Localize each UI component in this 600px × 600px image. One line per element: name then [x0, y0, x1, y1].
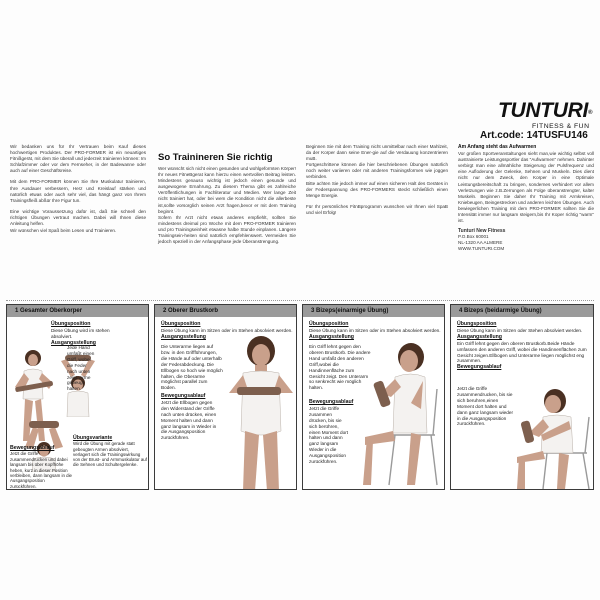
- setup-label: Ausgangsstellung: [161, 333, 206, 340]
- motion-block: [309, 399, 354, 465]
- position-text: Diese Übung kann im Sitzen oder Stehen absolviert werden.: [457, 327, 583, 333]
- setup-text: Ein Griff lehnt gegen den oberen Brustkorb. Die andere Hand umfaßt den anderen Griff,wobei die Handinnenfläche zum Gesicht zeigt. Den Unterarm so senkrecht wie möglich halten.: [309, 344, 371, 391]
- motion-text: Jetzt die Griffe zusammendrucken und dabei langsam bis über Kopfhöhe heben, kurz in dieser Position verbleiben, dann langsam in die Ausgangsposition zurückführen.: [10, 451, 72, 489]
- motion-text: Jetzt die Griffe zusammendrucken, bis sie sich beruhren,einen Moment dort halten und dann ganz langsam wieder in die Ausgangsposition zurückführen.: [457, 386, 514, 427]
- intro-paragraph: Eine wichtige Voraussetzung dafür ist, daß Sie schnell den richtigen Übungen vertraut machen. Dabei will Ihnen diese Anleitung helfen.: [10, 208, 146, 227]
- motion-text: Jetzt die Ellbogen gegen den Widerstand der Griffe nach unten drücken, einen Moment halten und dann ganz langsam in Wieder in die Ausgangsposition zurückführen.: [161, 399, 217, 441]
- exercise-photo-biceps-two-arm: [509, 387, 594, 490]
- motion-label: Bewegungsablauf: [10, 445, 55, 451]
- variant-label: Übungsvariante: [73, 435, 113, 441]
- setup-label: Ausgangsstellung: [309, 333, 354, 340]
- motion-label: Bewegungsablauf: [457, 364, 502, 371]
- company-city: NL-1320 AA ALMERE: [458, 240, 503, 246]
- brand-tagline: FITNESS & FUN: [532, 123, 590, 130]
- intro-paragraph: Wir wünschen viel Spaß beim Lesen und Trainieren.: [10, 228, 117, 234]
- setup-label: Ausgangsstellung: [457, 333, 502, 340]
- training-column: [158, 152, 296, 250]
- section-divider: [6, 300, 594, 301]
- position-label: Übungsposition: [51, 321, 91, 327]
- warmup-paragraph: Vor großen Sportveranstaltungen sieht man,wie wichtig selbst voll austrainierte Leistungssportler das "Aufwarmen" nehmen. Dahinter verbirgt man eine allmähliche Steigerung der Pulsfrequenz und eine Aufloderung der Gelenke, Sehnen und Muskeln. Dies dient nicht nur dem Zweck, den Korper in eine Optimale Leistungsbereitschaft zu bringen, sondernes verhindert vor allem Verletzungen wie z.B.Zerrungen als Folge überanstrengter, kalter Muskeln. Beginnen Sie daher Ihr Training mit Armkreisen, Kniebeugen, Beingestrecken und anderen leichten Übungen. Auch bewiegerlichen Training mit dem PRO-FORMER sollten Sie die Intensität immer nur langsam steigern,bis Ihr Koper richtig "warm" ist.: [458, 151, 594, 224]
- company-web: WWW.TUNTURI.COM: [458, 246, 505, 252]
- exercise-title: 2 Oberer Brustkorb: [155, 305, 296, 317]
- motion-block: [161, 393, 221, 441]
- position-block: [51, 321, 119, 347]
- exercise-panel-2: [154, 304, 297, 490]
- position-text: Diese Übung wird im stehen absolviert.: [51, 327, 110, 339]
- position-text: Diese Übung kann im Sitzen oder im Stehen absolviert werden.: [309, 327, 441, 333]
- company-address: [458, 228, 594, 252]
- variant-text: Wird die Übung mit gerade statt gebeugten Armen absolviert, verlagert sich die Trainingswirkung von der Brust- und Armmuskulatur auf die Sehnen und Schultergelenke.: [73, 441, 147, 468]
- position-block: [457, 321, 591, 371]
- training-heading: So Trainineren Sie richtig: [158, 152, 273, 163]
- tips-paragraph: Bitte achten Sie jedoch immer auf einen sicheren Halt des Gerätes in der Federspannung des PRO-FORMERS steckt schließlich einen Menge Energie.: [306, 180, 448, 198]
- motion-text: Jetzt die Griffe zusammen drücken, bis sie sich berühren, einen Moment dort halten und dann ganz langsam Wieder in die Ausgangsposition zurückführen.: [309, 405, 349, 465]
- position-label: Übungsposition: [457, 321, 497, 327]
- exercise-photo-chest: [221, 331, 297, 490]
- motion-block: [10, 445, 72, 489]
- position-label: Übungsposition: [309, 321, 349, 327]
- tips-paragraph: Fortgeschrittene können die hier beschriebenen Übungen natürlich noch weiter variieren oder mit anderen Trainingsformen wie joggen verbinden.: [306, 162, 448, 180]
- warmup-column: [458, 144, 594, 252]
- training-paragraph: Wer wünscht sich nicht einen gesunden und wohlgeformten Körper! Ihr neues FitneBgerat kann hierzu einen wertvollen Beitrag leisten. Mindestens genauso wichtig ist jedoch einen gesunde und ausgewogene Ernahrung. Zu diesem Thema gibt es zahlreiche Veröffentlichungen in Fachliteratur und Medien. Wer lange Zeit nicht trainiert hat, oder bei wem die Kondition nicht die allerbeste ist,sollte vorsorglich seinen Arzt fragen,bevor er mit dem Training beginnt.: [158, 166, 296, 214]
- warmup-heading: Am Anfang steht das Aufwarmen: [458, 144, 537, 150]
- position-label: Übungsposition: [161, 321, 201, 327]
- intro-paragraph: Mit dem PRO-FORMER können Sie Ihre Muskulatur trainieren, Ihre Ausdauer verbessern, Herz und Kreislauf stärken und natürlich etwas oder auch sehr viel, das hängt ganz von Ihrem Trainingsfleiß abßür Ihre Figur tun.: [10, 179, 146, 203]
- position-text: Diese Übung kann im Sitzen oder im Stehen absolviert werden.: [161, 327, 293, 333]
- motion-label: Bewegungsablauf: [161, 393, 206, 399]
- setup-text: Die Unterarme liegen auf bzw. in den Griffführungen, die Hände auf oder unterhalb der Federabdeckung. Die Ellbogen so hoch wie möglich halten, die Oberarme möglichst parallel zum Boden.: [161, 344, 223, 391]
- motion-label: Bewegungsablauf: [309, 399, 354, 405]
- exercise-photo-biceps-one-arm: [351, 339, 445, 489]
- tips-paragraph: Beginnen Sie mit dem Training nicht unmittelbar nach einer Mahlzeit, da der Korper dann seine Ener-gie auf die Verdauung konzentrieren muB.: [306, 144, 448, 162]
- intro-paragraph: Wir bedanken uns für Ihr Vertrauen beim Kauf dieses hochwertigen Produktes. Der PRO-FORMER ist ein neuartiges Fitnißgerät, mit dem Sie überall und jederzeit trainieren können: Im Schlafzimmer oder vor dem Fernseher, in der Badewanne oder auch auf einer Geschäftsreise.: [10, 144, 146, 174]
- company-name: Tunturi New Fitness: [458, 228, 506, 235]
- tunturi-logo: TUNTURI®: [498, 99, 593, 122]
- exercise-panel-3: [302, 304, 445, 490]
- position-block: [309, 321, 441, 341]
- setup-text: Jede Hand umfaßt einen Griff, wobei die Feder nach unten zeigt. Arme gebeugt halten.: [67, 345, 95, 392]
- tips-paragraph: Für Ihr persönliches FitnBprogramm wunschen wir Ihnen viel SpaB und viel Erfolg!: [306, 203, 448, 215]
- exercise-panel-1: [6, 304, 149, 490]
- tips-column: [306, 144, 448, 221]
- exercise-panel-4: [450, 304, 594, 490]
- intro-column: [10, 144, 146, 239]
- company-box: P.O.Box 60001: [458, 234, 489, 240]
- brand-block: [498, 100, 598, 130]
- article-code: Art.code: 14TUSFU146: [480, 130, 588, 141]
- exercise-title: 4 Bizeps (beidarmige Übung): [451, 305, 593, 317]
- training-paragraph: Sofern Ihr Arzt nicht etwas anderes empfiehlt, sollten Sie mindestens dreimal pro Woche mit dem PRO-FORMER trainieren und pro Trainingseinheit etwasne halbe Stunde einplanen. Längere Trainingsein-heiten sind natürlich empfehlenswert. Vermeiden Sie jedoch speziell in der Anfangsphase jede Überanstrengung.: [158, 214, 296, 245]
- exercise-title: 3 Bizeps(einarmige Übung): [303, 305, 444, 317]
- variant-block: [73, 435, 147, 468]
- setup-text: Ein Griff lehnt gegen den oberen Brustkorb.Beide Hände umfassen den anderen Griff, wobei die Handinnenflächen zum Gesicht zeigen.Ellbogen und Unterarme liegen möglichst eng zusammen.: [457, 340, 587, 364]
- setup-label: Ausgangsstellung: [51, 339, 96, 346]
- exercise-title: 1 Gesamter Oberkorper: [7, 305, 148, 317]
